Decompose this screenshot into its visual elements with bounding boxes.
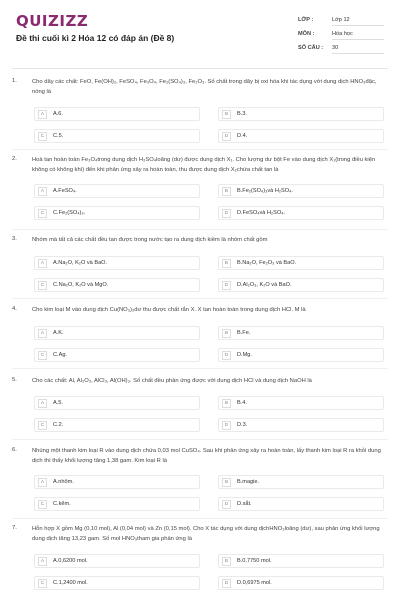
option-letter: C xyxy=(38,281,47,290)
option-a[interactable] xyxy=(34,184,200,198)
option-letter: B xyxy=(222,187,231,196)
option-text: C.kẽm. xyxy=(53,501,71,507)
question-number: 4. xyxy=(12,306,17,312)
option-text: B.3. xyxy=(237,111,247,117)
option-text: D.FeSO₄và H₂SO₄. xyxy=(237,210,286,216)
question-divider xyxy=(12,298,388,299)
question-2 xyxy=(12,156,388,226)
option-letter: B xyxy=(222,478,231,487)
option-a[interactable] xyxy=(34,107,200,121)
option-letter: A xyxy=(38,557,47,566)
question-divider xyxy=(12,518,388,519)
question-divider xyxy=(12,368,388,369)
question-number: 5. xyxy=(12,377,17,383)
option-d[interactable] xyxy=(218,497,384,511)
option-b[interactable] xyxy=(218,256,384,270)
option-c[interactable] xyxy=(34,497,200,511)
option-d[interactable] xyxy=(218,129,384,143)
option-text: C.5. xyxy=(53,133,64,139)
option-c[interactable] xyxy=(34,206,200,220)
option-d[interactable] xyxy=(218,348,384,362)
question-text: Hỗn hợp X gồm Mg (0,10 mol), Al (0,04 mol) và Zn (0,15 mol). Cho X tác dụng với dung dịchHNO₃loãng (dư), sau phản ứng khối lượng dung dịch tăng 13,23 gam. Số mol HNO₃tham gia phản ứng là xyxy=(32,526,380,542)
question-text: Nhóm mà tất cả các chất đều tan được trong nước tạo ra dung dịch kiềm là nhóm chất gồm xyxy=(32,237,268,243)
option-a[interactable] xyxy=(34,554,200,568)
question-3 xyxy=(12,236,388,292)
question-text: Cho kim loại M vào dung dịch Cu(NO₃)₂dư thu được chất rắn X. X tan hoàn toàn trong dung dịch HCl. M là xyxy=(32,307,306,313)
option-text: C.Na₂O, K₂O và MgO. xyxy=(53,282,109,288)
page-header xyxy=(0,0,400,66)
option-letter: D xyxy=(222,351,231,360)
option-text: A.5. xyxy=(53,400,63,406)
option-letter: C xyxy=(38,351,47,360)
option-text: A.6. xyxy=(53,111,63,117)
option-text: A.nhôm. xyxy=(53,479,74,485)
question-text: Hoà tan hoàn toàn Fe₃O₄trong dung dịch H₂SO₄loãng (dư) được dung dịch X₁. Cho lượng dư bột Fe vào dung dịch X₁(trong điều kiện không có không khí) đến khi phản ứng xảy ra hoàn toàn, thu được dung dịch X₂chứa chất tan là xyxy=(32,157,376,173)
quizizz-logo: QUIZIZZ xyxy=(16,12,89,30)
option-letter: A xyxy=(38,187,47,196)
option-text: B.Fe. xyxy=(237,330,251,336)
option-text: D.0,6975 mol. xyxy=(237,580,272,586)
option-b[interactable] xyxy=(218,554,384,568)
question-count-value: 30 xyxy=(332,45,384,54)
option-text: B.magie. xyxy=(237,479,260,485)
question-6 xyxy=(12,447,388,513)
question-1 xyxy=(12,78,388,144)
option-letter: C xyxy=(38,132,47,141)
option-letter: B xyxy=(222,110,231,119)
option-text: D.sắt. xyxy=(237,501,252,507)
question-number: 6. xyxy=(12,447,17,453)
option-letter: A xyxy=(38,478,47,487)
option-letter: D xyxy=(222,500,231,509)
option-c[interactable] xyxy=(34,418,200,432)
option-c[interactable] xyxy=(34,278,200,292)
question-number: 2. xyxy=(12,156,17,162)
option-text: A.FeSO₄. xyxy=(53,188,77,194)
option-a[interactable] xyxy=(34,256,200,270)
question-text: Cho các chất: Al, Al₂O₃, AlCl₃, Al(OH)₃. Số chất đều phản ứng được với dung dịch HCl và dung dịch NaOH là xyxy=(32,378,312,384)
subject-value: Hóa học xyxy=(332,31,384,40)
option-a[interactable] xyxy=(34,396,200,410)
option-a[interactable] xyxy=(34,326,200,340)
option-text: C.Fe₂(SO₄)₃. xyxy=(53,210,86,216)
option-a[interactable] xyxy=(34,475,200,489)
option-letter: B xyxy=(222,259,231,268)
question-4 xyxy=(12,306,388,362)
question-divider xyxy=(12,229,388,230)
option-letter: C xyxy=(38,500,47,509)
option-d[interactable] xyxy=(218,206,384,220)
option-c[interactable] xyxy=(34,348,200,362)
question-number: 1. xyxy=(12,78,17,84)
question-divider xyxy=(12,439,388,440)
option-text: B.0,7750 mol. xyxy=(237,558,272,564)
question-text: Nhúng một thanh kim loại R vào dung dịch chứa 0,03 mol CuSO₄. Sau khi phản ứng xảy ra hoàn toàn, lấy thanh kim loại R ra khỏi dung dịch thì thấy khối lượng tăng 1,38 gam. Kim loại R là xyxy=(32,448,381,464)
option-letter: D xyxy=(222,209,231,218)
option-text: B.Na₂O, Fe₂O₃ và BaO. xyxy=(237,260,297,266)
option-letter: D xyxy=(222,132,231,141)
option-letter: D xyxy=(222,281,231,290)
option-b[interactable] xyxy=(218,326,384,340)
option-letter: B xyxy=(222,557,231,566)
option-d[interactable] xyxy=(218,278,384,292)
subject-label: MÔN : xyxy=(298,31,315,37)
option-d[interactable] xyxy=(218,418,384,432)
option-text: A.0,6200 mol. xyxy=(53,558,88,564)
page-title: Đề thi cuối kì 2 Hóa 12 có đáp án (Đề 8) xyxy=(16,33,175,43)
option-text: A.K. xyxy=(53,330,64,336)
option-b[interactable] xyxy=(218,475,384,489)
question-text: Cho dãy các chất: FeO, Fe(OH)₂, FeSO₄, Fe₃O₄, Fe₂(SO₄)₃, Fe₂O₃. Số chất trong dãy bị oxi hóa khi tác dụng với dung dịch HNO₃đặc, nóng là xyxy=(32,79,377,95)
option-b[interactable] xyxy=(218,396,384,410)
option-text: C.1,2400 mol. xyxy=(53,580,88,586)
class-label: LỚP : xyxy=(298,17,314,23)
option-letter: B xyxy=(222,329,231,338)
option-letter: A xyxy=(38,110,47,119)
question-5 xyxy=(12,377,388,433)
option-text: C.2. xyxy=(53,422,64,428)
option-letter: C xyxy=(38,579,47,588)
option-letter: A xyxy=(38,259,47,268)
option-letter: D xyxy=(222,579,231,588)
question-number: 7. xyxy=(12,525,17,531)
option-text: D.Al₂O₃, K₂O và BaO. xyxy=(237,282,292,288)
option-c[interactable] xyxy=(34,576,200,590)
option-text: B.Fe₂(SO₄)₃và H₂SO₄. xyxy=(237,188,293,194)
option-text: A.Na₂O, K₂O và BaO. xyxy=(53,260,108,266)
option-letter: B xyxy=(222,399,231,408)
question-count-label: SỐ CÂU : xyxy=(298,45,324,51)
option-letter: D xyxy=(222,421,231,430)
class-value: Lớp 12 xyxy=(332,17,384,26)
question-7 xyxy=(12,525,388,595)
option-c[interactable] xyxy=(34,129,200,143)
option-letter: C xyxy=(38,209,47,218)
option-letter: A xyxy=(38,329,47,338)
option-text: B.4. xyxy=(237,400,247,406)
option-letter: A xyxy=(38,399,47,408)
question-divider xyxy=(12,149,388,150)
option-d[interactable] xyxy=(218,576,384,590)
option-text: D.4. xyxy=(237,133,248,139)
question-number: 3. xyxy=(12,236,17,242)
option-text: D.Mg. xyxy=(237,352,252,358)
option-b[interactable] xyxy=(218,107,384,121)
option-letter: C xyxy=(38,421,47,430)
option-text: C.Ag. xyxy=(53,352,67,358)
option-b[interactable] xyxy=(218,184,384,198)
header-divider xyxy=(12,68,388,69)
option-text: D.3. xyxy=(237,422,248,428)
